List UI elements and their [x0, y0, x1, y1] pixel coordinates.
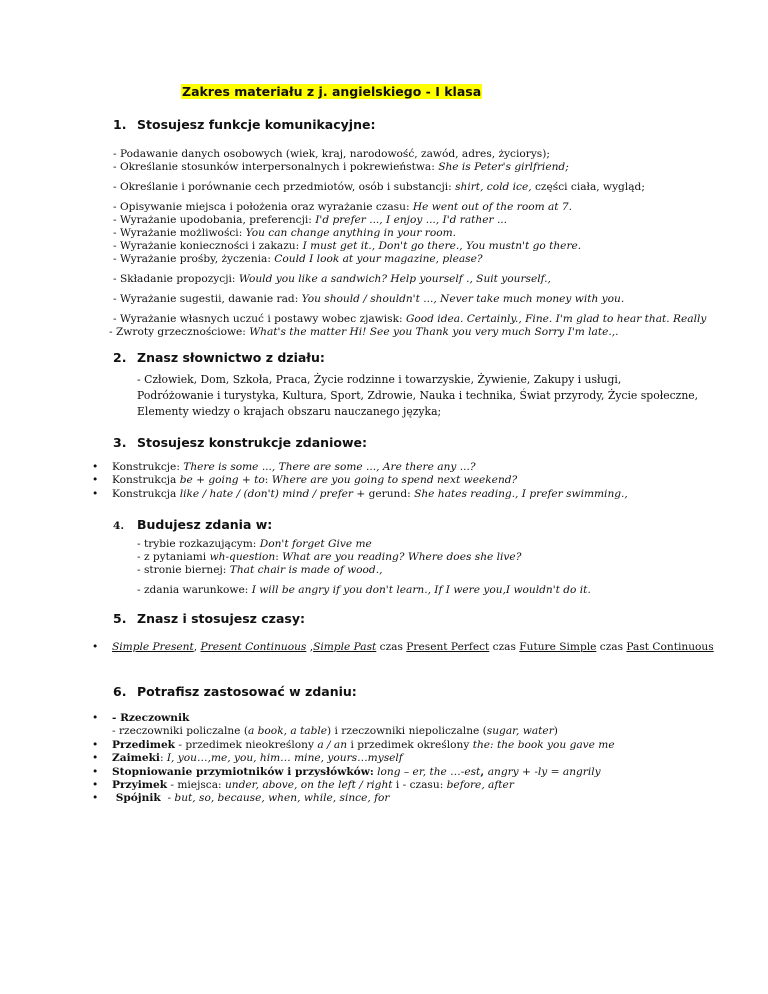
term: Zaimeki: [112, 752, 160, 765]
section-title: Stosujesz funkcje komunikacyjne:: [137, 117, 376, 132]
s4-line-2: [137, 551, 521, 564]
page-title: Zakres materiału z j. angielskiego - I klasa: [182, 84, 482, 99]
section-number: 3.: [113, 435, 127, 450]
text: Konstrukcje:: [112, 461, 184, 473]
s5-bullet-list: [92, 641, 714, 654]
s1-line-7: [113, 240, 581, 253]
text: - Wyrażanie własnych uczuć i postawy wobec zjawisk:: [113, 313, 406, 325]
text: ,: [193, 641, 201, 653]
tense: Past Continuous: [626, 641, 714, 653]
text: i przedimek określony: [347, 738, 473, 751]
bullet-icon: •: [92, 487, 99, 500]
section-1-heading: [113, 117, 375, 132]
text: czas: [376, 641, 407, 653]
s1-line-6: [113, 227, 456, 240]
section-number: 4.: [113, 520, 125, 532]
example: Would you like a sandwich? Help yourself ., Suit yourself.,: [238, 273, 551, 285]
section-title: Budujesz zdania w:: [137, 517, 273, 532]
tense: Simple Past: [313, 641, 377, 653]
s4-line-4: [137, 584, 591, 597]
list-item: [92, 738, 615, 752]
text: części ciała, wygląd;: [531, 181, 645, 193]
list-item: [92, 752, 615, 765]
text: - stronie biernej:: [137, 564, 230, 576]
example: Good idea. Certainly., Fine. I'm glad to hear that. Really: [405, 313, 707, 325]
text: :: [264, 474, 272, 487]
term: Spójnik: [112, 792, 161, 805]
s2-line-3: Elementy wiedzy o krajach obszaru nauczanego języka;: [137, 405, 442, 418]
s1-line-9: [113, 273, 551, 286]
text: i - czasu:: [392, 779, 447, 792]
text: + gerund:: [352, 487, 415, 500]
s1-line-11: [113, 313, 706, 326]
example: shirt, cold ice,: [455, 181, 532, 193]
section-5-heading: [113, 611, 305, 626]
s3-bullet-list: [92, 461, 628, 501]
s1-line-10: [113, 293, 624, 306]
example: but, so, because, when, while, since, for: [174, 792, 390, 805]
term: Stopniowanie przymiotników i przysłówków:: [112, 765, 374, 778]
text: - miejsca:: [167, 779, 225, 792]
section-2-heading: [113, 350, 325, 365]
example: I will be angry if you don't learn., If I were you,I wouldn't do it.: [251, 584, 591, 596]
list-item: [92, 779, 615, 792]
example: You should / shouldn't ..., Never take much money with you.: [301, 293, 625, 305]
list-item: [92, 461, 628, 474]
section-6-heading: [113, 684, 357, 699]
text: - Określanie stosunków interpersonalnych i pokrewieństwa:: [113, 161, 439, 173]
text: - Zwroty grzecznościowe:: [109, 326, 250, 338]
example: before, after: [446, 779, 514, 792]
text: - Wyrażanie prośby, życzenia:: [113, 253, 275, 265]
text: +: [518, 765, 535, 778]
text: - Opisywanie miejsca i położenia oraz wyrażanie czasu:: [113, 201, 413, 213]
bullet-icon: •: [92, 474, 99, 487]
text: Konstrukcja: [112, 474, 180, 487]
text: - przedimek nieokreślony: [175, 738, 318, 751]
text: :: [159, 752, 167, 765]
example: long – er, the …-est: [373, 765, 481, 778]
example: wh-question: [209, 551, 276, 563]
list-item: [92, 487, 628, 501]
term: - Rzeczownik: [112, 712, 190, 724]
list-item: [92, 792, 615, 805]
example: Could I look at your magazine, please?: [274, 253, 483, 265]
term: Przedimek: [112, 738, 176, 751]
example: You can change anything in your room.: [245, 227, 457, 239]
example: She hates reading., I prefer swimming.,: [414, 487, 628, 500]
section-number: 1.: [113, 117, 127, 132]
example: like / hate / (don't) mind / prefer: [179, 487, 353, 500]
text: - z pytaniami: [137, 551, 210, 563]
text: - Określanie i porównanie cech przedmiotów, osób i substancji:: [113, 181, 456, 193]
section-title: Znasz słownictwo z działu:: [137, 350, 325, 365]
bullet-icon: •: [92, 712, 99, 724]
text: czas: [596, 641, 627, 653]
example: Don't forget Give me: [259, 538, 372, 550]
list-item: [92, 712, 615, 739]
example: angrily: [562, 765, 601, 778]
list-item: [92, 765, 615, 779]
example: What's the matter Hi! See you Thank you very much Sorry I'm late.,.: [249, 326, 619, 338]
text: - Wyrażanie upodobania, preferencji:: [113, 214, 316, 226]
example: Where are you going to spend next weekend?: [271, 474, 518, 487]
bullet-icon: •: [92, 752, 99, 765]
example: She is Peter's girlfriend;: [438, 161, 569, 173]
tense: Simple Present: [112, 641, 194, 653]
s2-line-1: - Człowiek, Dom, Szkoła, Praca, Życie rodzinne i towarzyskie, Żywienie, Zakupy i usługi,: [137, 373, 622, 386]
section-title: Stosujesz konstrukcje zdaniowe:: [137, 435, 367, 450]
bullet-icon: •: [92, 738, 99, 751]
text: - Wyrażanie możliwości:: [113, 227, 246, 239]
tense: Present Continuous: [200, 641, 307, 653]
text: ,: [480, 765, 488, 778]
bullet-icon: •: [92, 792, 99, 805]
list-item: [92, 474, 628, 487]
text: - Wyrażanie sugestii, dawanie rad:: [113, 293, 302, 305]
s1-line-4: [113, 201, 572, 214]
s2-line-2: Podróżowanie i turystyka, Kultura, Sport, Zdrowie, Nauka i technika, Świat przyrody, Życie społeczne,: [137, 389, 699, 402]
text: - zdania warunkowe:: [137, 584, 252, 596]
text: - Podawanie danych osobowych (wiek, kraj, narodowość, zawód, adres, życiorys);: [113, 148, 550, 160]
section-title: Znasz i stosujesz czasy:: [137, 611, 305, 626]
s1-line-8: [113, 253, 483, 266]
text: - Wyrażanie konieczności i zakazu:: [113, 240, 303, 252]
section-number: 6.: [113, 684, 127, 699]
text: :: [275, 551, 283, 563]
text: ): [553, 725, 558, 738]
s1-line-5: [113, 214, 507, 227]
example: a / an: [317, 738, 348, 751]
text: czas: [489, 641, 520, 653]
section-title: Potrafisz zastosować w zdaniu:: [137, 684, 357, 699]
example: I must get it., Don't go there., You mustn't go there.: [302, 240, 582, 252]
tense: Future Simple: [519, 641, 597, 653]
example: sugar, water: [486, 725, 554, 738]
text: ,: [306, 641, 314, 653]
section-4-heading: [113, 517, 272, 532]
text: ) i rzeczowniki niepoliczalne (: [327, 725, 487, 738]
example: He went out of the room at 7.: [412, 201, 573, 213]
example: -ly: [534, 765, 548, 778]
example: a book, a table: [247, 725, 328, 738]
example: I, you…,me, you, him… mine, yours…myself: [166, 752, 403, 765]
example: That chair is made of wood.,: [229, 564, 383, 576]
text: - Składanie propozycji:: [113, 273, 239, 285]
section-number: 2.: [113, 350, 127, 365]
text: Konstrukcja: [112, 487, 180, 500]
list-item: [92, 641, 714, 654]
bullet-icon: •: [92, 641, 99, 653]
section-number: 5.: [113, 611, 127, 626]
example: angry: [487, 765, 519, 778]
s1-line-1: [113, 148, 550, 161]
text: - rzeczowniki policzalne (: [112, 725, 248, 738]
section-3-heading: [113, 435, 367, 450]
text: - trybie rozkazującym:: [137, 538, 260, 550]
s6-bullet-list: [92, 712, 615, 806]
tense: Present Perfect: [406, 641, 490, 653]
example: What are you reading? Where does she live?: [282, 551, 522, 563]
text: =: [547, 765, 563, 778]
bullet-icon: •: [92, 461, 99, 473]
s1-line-3: [113, 181, 645, 194]
term: Przyimek: [112, 779, 168, 792]
s1-line-2: [113, 161, 569, 174]
s1-line-12: [109, 326, 619, 339]
s4-line-3: [137, 564, 382, 577]
example: I'd prefer ..., I enjoy ..., I'd rather ...: [315, 214, 508, 226]
example: the: the book you gave me: [472, 738, 615, 751]
example: under, above, on the left / right: [224, 779, 393, 792]
bullet-icon: •: [92, 765, 99, 778]
example: be + going + to: [179, 474, 265, 487]
bullet-icon: •: [92, 779, 99, 792]
text: -: [160, 792, 175, 805]
s4-line-1: [137, 538, 372, 551]
example: There is some ..., There are some ..., Are there any ...?: [183, 461, 476, 473]
